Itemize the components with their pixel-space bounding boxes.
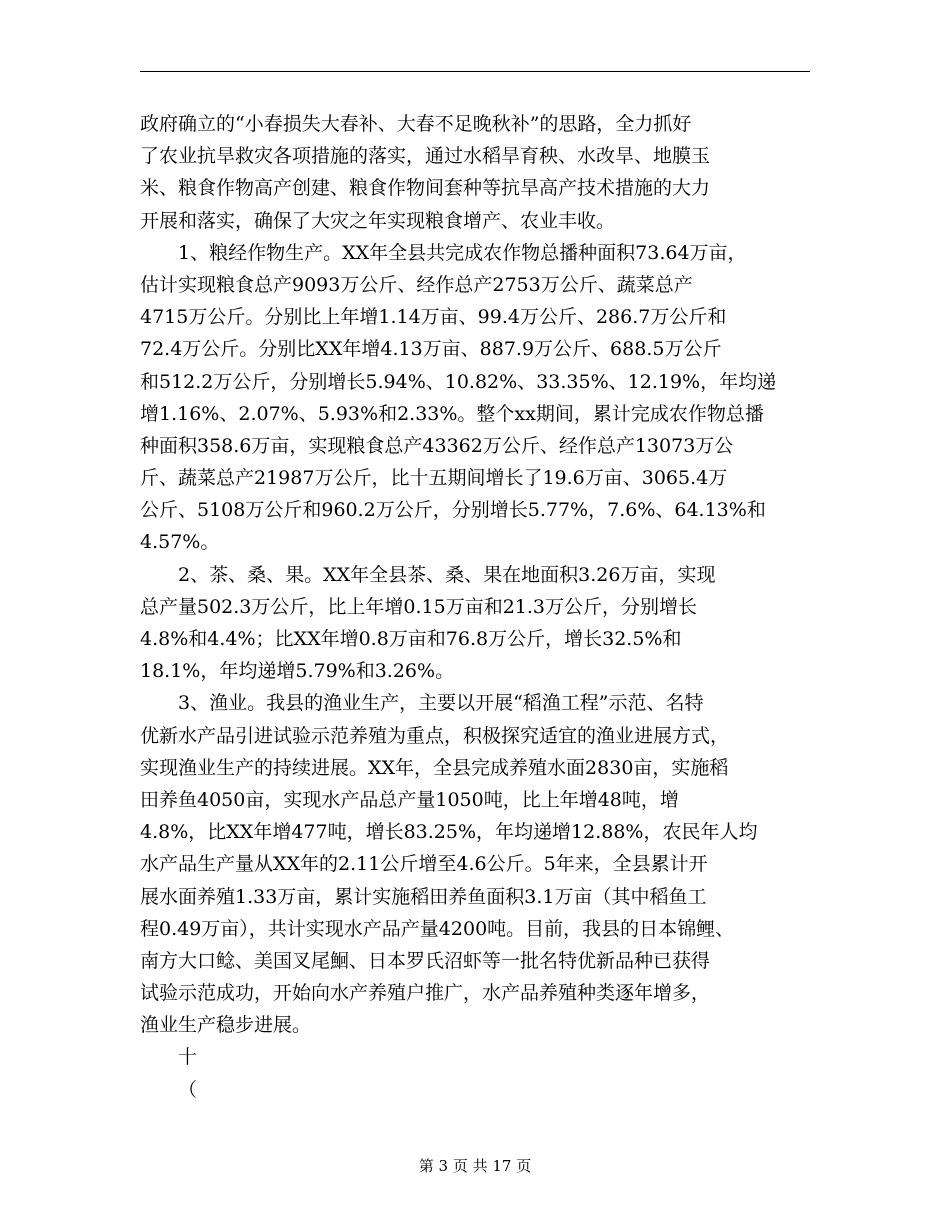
text-line: 水产品生产量从XX年的2.11公斤增至4.6公斤。5年来，全县累计开 bbox=[140, 853, 708, 876]
text-line: 南方大口鲶、美国叉尾鮰、日本罗氏沼虾等一批名特优新品种已获得 bbox=[140, 949, 711, 972]
text-line: 1、粮经作物生产。XX年全县共完成农作物总播种面积73.64万亩， bbox=[178, 241, 747, 264]
text-line: 米、粮食作物高产创建、粮食作物间套种等抗旱高产技术措施的大力 bbox=[140, 177, 711, 200]
text-line: 田养鱼4050亩，实现水产品总产量1050吨，比上年增48吨，增 bbox=[140, 788, 679, 811]
text-line: 估计实现粮食总产9093万公斤、经作总产2753万公斤、蔬菜总产 bbox=[140, 273, 693, 296]
text-line: 公斤、5108万公斤和960.2万公斤，分别增长5.77%，7.6%、64.13%和 bbox=[140, 499, 766, 522]
text-line: 4715万公斤。分别比上年增1.14万亩、99.4万公斤、286.7万公斤和 bbox=[140, 306, 727, 329]
text-line: 72.4万公斤。分别比XX年增4.13万亩、887.9万公斤、688.5万公斤 bbox=[140, 338, 722, 361]
page-footer: 第 3 页 共 17 页 bbox=[418, 1157, 532, 1175]
text-line: 试验示范成功，开始向水产养殖户推广，水产品养殖种类逐年增多， bbox=[140, 982, 711, 1005]
text-line: 政府确立的“小春损失大春补、大春不足晚秋补”的思路，全力抓好 bbox=[140, 113, 692, 135]
text-line: 和512.2万公斤，分别增长5.94%、10.82%、33.35%、12.19%，年均递 bbox=[140, 370, 777, 393]
text-line: 4.8%和4.4%；比XX年增0.8万亩和76.8万公斤，增长32.5%和 bbox=[140, 628, 682, 650]
text-line: 渔业生产稳步进展。 bbox=[140, 1014, 312, 1037]
text-line: 2、茶、桑、果。XX年全县茶、桑、果在地面积3.26万亩，实现 bbox=[178, 563, 716, 586]
text-line: 18.1%，年均递增5.79%和3.26%。 bbox=[140, 660, 455, 683]
text-line: 开展和落实，确保了大灾之年实现粮食增产、农业丰收。 bbox=[140, 209, 616, 232]
text-line: 3、渔业。我县的渔业生产，主要以开展“稻渔工程”示范、名特 bbox=[178, 692, 704, 715]
text-line: 4.8%，比XX年增477吨，增长83.25%，年均递增12.88%，农民年人均 bbox=[140, 821, 758, 844]
document-body bbox=[140, 108, 820, 1106]
text-line: 种面积358.6万亩，实现粮食总产43362万公斤、经作总产13073万公 bbox=[140, 434, 734, 457]
text-line: 程0.49万亩），共计实现水产品产量4200吨。目前，我县的日本锦鲤、 bbox=[140, 917, 735, 940]
text-line: 十 bbox=[178, 1046, 198, 1069]
text-line: 增1.16%、2.07%、5.93%和2.33%。整个xx期间，累计完成农作物总播 bbox=[140, 402, 764, 425]
text-line: 总产量502.3万公斤，比上年增0.15万亩和21.3万公斤，分别增长 bbox=[140, 595, 698, 618]
text-line: （ bbox=[178, 1078, 198, 1101]
header-rule bbox=[140, 71, 810, 72]
text-line: 实现渔业生产的持续进展。XX年，全县完成养殖水面2830亩，实施稻 bbox=[140, 756, 729, 779]
text-line: 4.57%。 bbox=[140, 531, 220, 554]
text-line: 了农业抗旱救灾各项措施的落实，通过水稻旱育秧、水改旱、地膜玉 bbox=[140, 145, 711, 168]
text-line: 斤、蔬菜总产21987万公斤，比十五期间增长了19.6万亩、3065.4万 bbox=[140, 467, 728, 490]
text-line: 优新水产品引进试验示范养殖为重点，积极探究适宜的渔业进展方式， bbox=[140, 724, 730, 747]
text-line: 展水面养殖1.33万亩，累计实施稻田养鱼面积3.1万亩（其中稻鱼工 bbox=[140, 885, 707, 908]
